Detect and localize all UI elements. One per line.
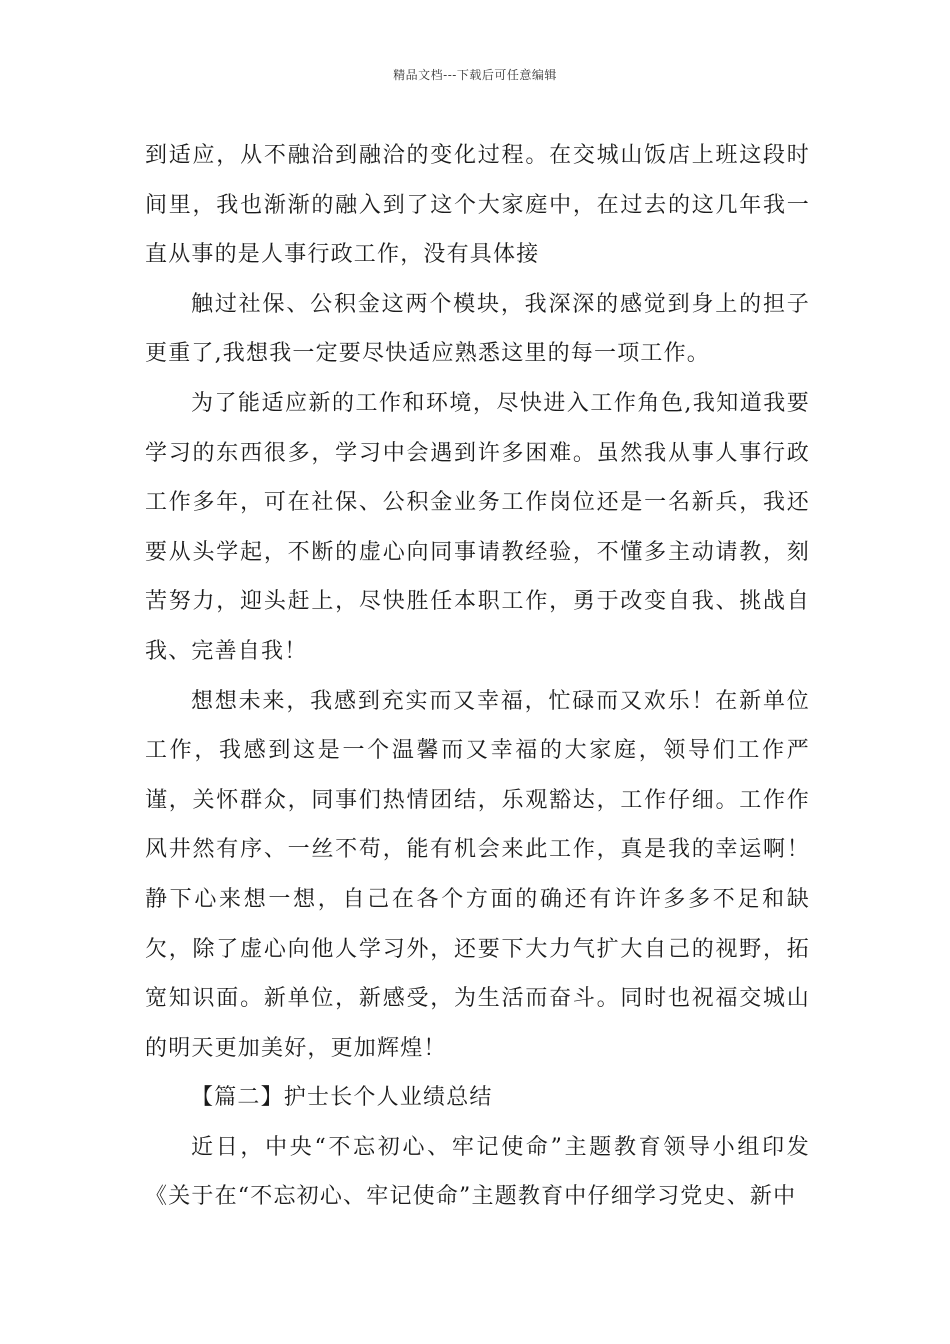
- paragraph: 触过社保、公积金这两个模块，我深深的感觉到身上的担子更重了,我想我一定要尽快适应熟悉这里的每一项工作。: [145, 291, 810, 367]
- page-header: 精品文档---下载后可任意编辑: [393, 68, 557, 82]
- section-heading: 【篇二】护士长个人业绩总结: [191, 1085, 493, 1111]
- paragraph-continuation: 到适应，从不融洽到融洽的变化过程。在交城山饭店上班这段时间里，我也渐渐的融入到了这个大家庭中，在过去的这几年我一直从事的是人事行政工作，没有具体接: [145, 143, 810, 268]
- document-body: [145, 131, 810, 1222]
- paragraph: 近日，中央“不忘初心、牢记使命”主题教育领导小组印发《关于在“不忘初心、牢记使命”主题教育中仔细学习党史、新中: [145, 1134, 810, 1210]
- paragraph: 想想未来，我感到充实而又幸福，忙碌而又欢乐！在新单位工作，我感到这是一个温馨而又幸福的大家庭，领导们工作严谨，关怀群众，同事们热情团结，乐观豁达，工作仔细。工作作风井然有序、一丝不苟，能有机会来此工作，真是我的幸运啊！静下心来想一想，自己在各个方面的确还有许许多多不足和缺欠，除了虚心向他人学习外，还要下大力气扩大自己的视野，拓宽知识面。新单位，新感受，为生活而奋斗。同时也祝福交城山的明天更加美好，更加辉煌！: [145, 688, 810, 1061]
- paragraph: 为了能适应新的工作和环境，尽快进入工作角色,我知道我要学习的东西很多，学习中会遇到许多困难。虽然我从事人事行政工作多年，可在社保、公积金业务工作岗位还是一名新兵，我还要从头学起，不断的虚心向同事请教经验，不懂多主动请教，刻苦努力，迎头赶上，尽快胜任本职工作，勇于改变自我、挑战自我、完善自我！: [145, 390, 810, 664]
